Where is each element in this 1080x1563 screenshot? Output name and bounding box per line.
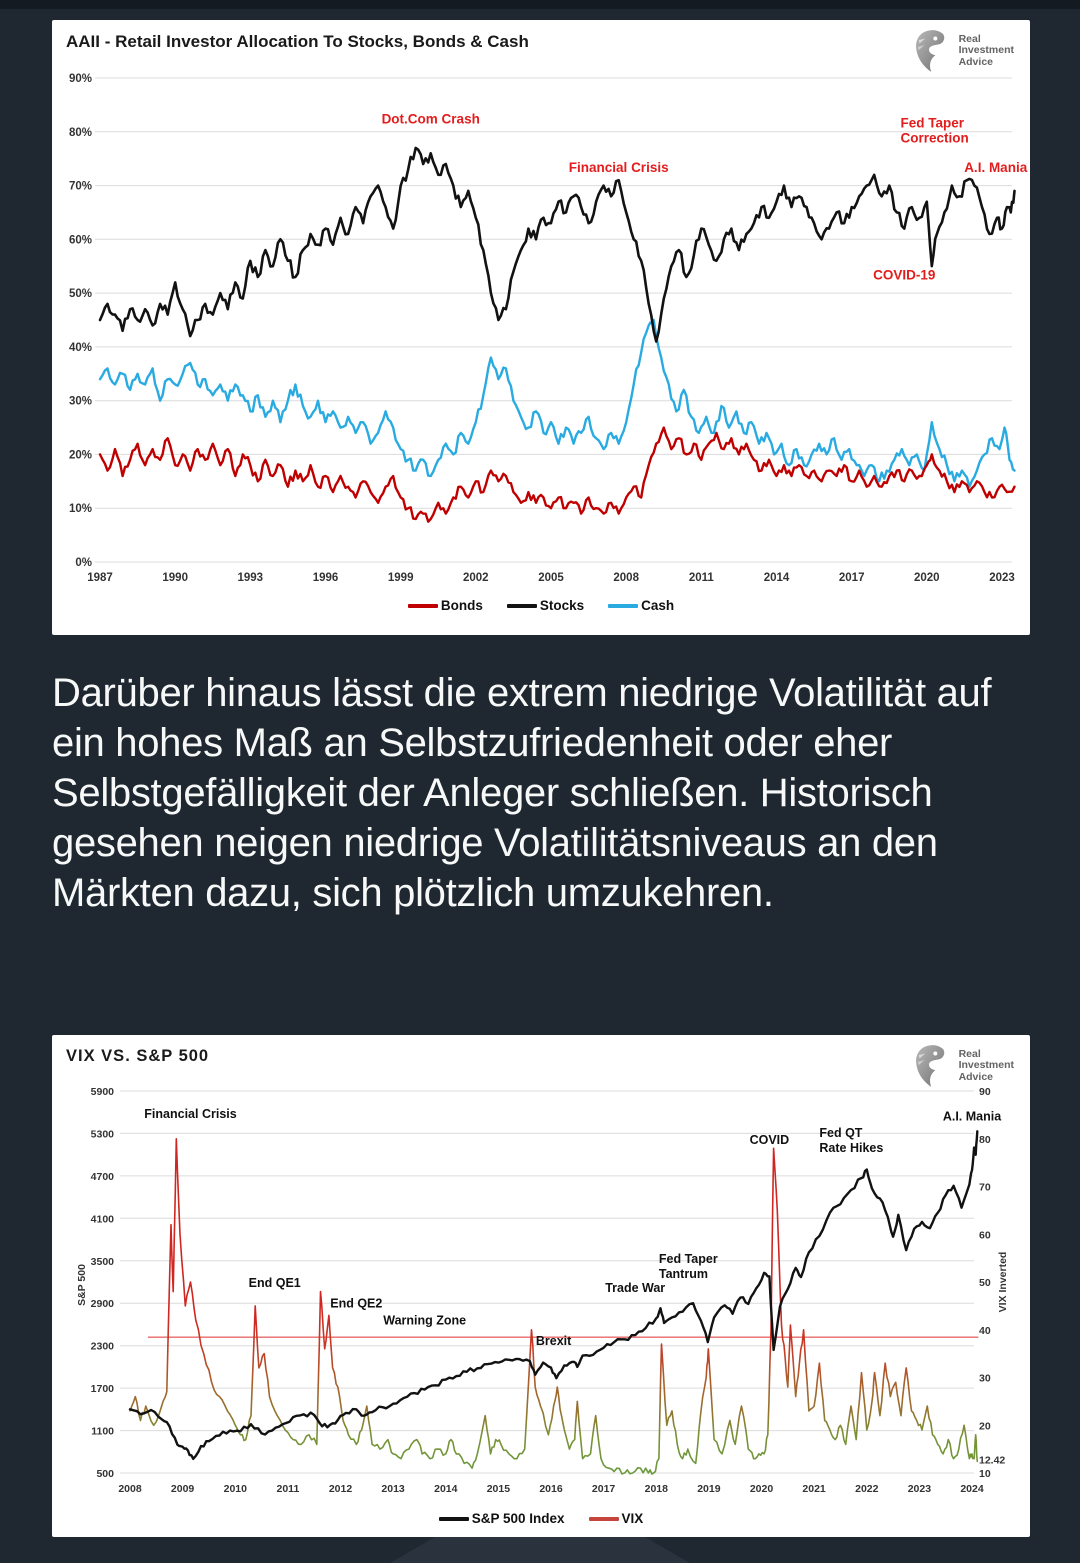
y-tick-label: 30 — [979, 1372, 991, 1385]
aaii-chart-plot — [52, 20, 1030, 635]
legend-label: Stocks — [539, 598, 585, 613]
y-tick-label: 5900 — [90, 1086, 114, 1098]
gridlines — [95, 78, 1012, 562]
legend-dash — [408, 604, 438, 608]
aaii-allocation-chart-card[interactable] — [52, 20, 1030, 635]
legend-dash — [507, 604, 537, 608]
x-tick-label: 2021 — [802, 1483, 826, 1495]
annotation-fed-taper-correction: Fed Taper Correction — [900, 115, 969, 146]
series-line-stocks — [100, 148, 1015, 342]
x-axis-ticks — [87, 572, 1015, 584]
y-tick-label: 50 — [979, 1277, 991, 1289]
annotation-fed-taper-tantrum: Fed Taper Tantrum — [658, 1251, 718, 1281]
y-tick-label: 500 — [96, 1468, 114, 1480]
logo-line-2: Investment — [958, 1059, 1014, 1072]
annotation-covid-19: COVID-19 — [873, 267, 936, 283]
legend-item-bonds — [408, 598, 483, 613]
x-tick-label: 2005 — [538, 572, 564, 584]
x-tick-label: 2014 — [763, 572, 790, 584]
x-tick-label: 2008 — [613, 572, 639, 584]
x-tick-label: 2011 — [276, 1483, 300, 1495]
aaii-legend — [52, 598, 1030, 613]
left-axis-title: S&P 500 — [76, 1264, 88, 1306]
annotation-dot-com-crash: Dot.Com Crash — [381, 111, 480, 127]
y-tick-label: 3500 — [90, 1255, 114, 1268]
x-tick-label: 2018 — [644, 1483, 668, 1495]
x-tick-label: 2020 — [749, 1483, 774, 1495]
ria-logo — [912, 28, 1014, 74]
legend-item-s-p-500-index — [439, 1511, 565, 1526]
y-tick-label: 20 — [979, 1420, 991, 1433]
legend-item-stocks — [507, 598, 584, 613]
chart-title: AAII - Retail Investor Allocation To Stocks, Bonds & Cash — [66, 32, 529, 51]
logo-line-3: Advice — [958, 55, 993, 68]
x-tick-label: 1999 — [387, 572, 414, 584]
y-axis-left-ticks — [69, 73, 92, 569]
x-tick-label: 2008 — [118, 1483, 142, 1495]
y-tick-label: 80% — [68, 126, 92, 139]
ria-logo-icon — [912, 28, 952, 74]
legend-dash — [589, 1517, 619, 1521]
x-tick-label: 2023 — [907, 1483, 932, 1495]
ria-logo-text — [959, 1049, 1014, 1084]
y-tick-label: 5300 — [90, 1128, 114, 1141]
annotation-fed-qt-rate-hikes: Fed QT Rate Hikes — [819, 1126, 884, 1155]
y-tick-label: 4700 — [90, 1170, 114, 1183]
x-tick-label: 2013 — [381, 1483, 405, 1495]
y-tick-label: 40 — [979, 1324, 991, 1337]
y-tick-label: 10% — [68, 503, 92, 516]
annotation-financial-crisis: Financial Crisis — [568, 160, 669, 176]
x-tick-label: 2020 — [914, 572, 940, 584]
series-line-cash — [100, 320, 1015, 487]
y-tick-label: 60 — [979, 1229, 991, 1242]
article-paragraph: Darüber hinaus lässt die extrem niedrige Volatilität auf ein hohes Maß an Selbstzufriedenheit oder eher Selbstgefälligkeit der Anleger schließen. Historisch gesehen neigen niedrige Volatilitätsniveaus an den Märkten dazu, sich plötzlich umzukehren. — [52, 671, 992, 915]
legend-item-vix — [589, 1511, 644, 1526]
ria-logo — [912, 1043, 1014, 1089]
vixspx-legend — [52, 1511, 1030, 1526]
legend-item-cash — [608, 598, 674, 613]
y-tick-label: 80 — [979, 1133, 991, 1146]
x-tick-label: 2023 — [989, 572, 1015, 584]
vixspx-chart-svg — [52, 1035, 1030, 1537]
y-tick-label: 40% — [68, 341, 92, 354]
ria-logo-icon — [912, 1043, 952, 1089]
x-tick-label: 2009 — [170, 1483, 195, 1495]
y-tick-label: 1700 — [90, 1383, 114, 1396]
y-tick-label: 30% — [68, 395, 92, 408]
x-tick-label: 2016 — [539, 1483, 563, 1495]
x-tick-label: 2014 — [434, 1483, 458, 1495]
y-tick-label: 4100 — [90, 1213, 114, 1226]
annotation-end-qe1: End QE1 — [248, 1276, 301, 1290]
vix-sp500-chart-plot — [52, 1035, 1030, 1537]
x-tick-label: 1990 — [162, 572, 188, 584]
y-tick-label: 90 — [979, 1086, 991, 1098]
annotation-warning-zone: Warning Zone — [383, 1313, 467, 1328]
legend-dash — [608, 604, 638, 608]
x-tick-label: 1987 — [87, 572, 113, 584]
legend-label: Cash — [641, 598, 675, 613]
annotation-financial-crisis: Financial Crisis — [144, 1106, 237, 1121]
annotation-a-i-mania: A.I. Mania — [964, 160, 1028, 176]
y-tick-label: 60% — [68, 234, 92, 247]
y-tick-label: 20% — [68, 449, 92, 462]
chart-title: VIX VS. S&P 500 — [66, 1047, 210, 1065]
y-tick-label: 2900 — [90, 1298, 114, 1311]
x-tick-label: 2015 — [486, 1483, 511, 1495]
y-tick-label: 90% — [68, 73, 92, 85]
y-tick-label: 0% — [75, 557, 92, 569]
x-axis-ticks — [118, 1483, 984, 1495]
y-tick-label: 2300 — [90, 1340, 114, 1353]
x-tick-label: 2019 — [697, 1483, 721, 1495]
ria-logo-text — [959, 34, 1014, 69]
x-tick-label: 2024 — [960, 1483, 984, 1495]
x-tick-label: 2011 — [688, 572, 714, 584]
x-tick-label: 1996 — [312, 572, 339, 584]
x-tick-label: 1993 — [237, 572, 264, 584]
logo-line-3: Advice — [958, 1070, 993, 1083]
aaii-chart-svg — [52, 20, 1030, 635]
legend-dash — [439, 1517, 469, 1521]
x-tick-label: 2010 — [223, 1483, 247, 1495]
bottom-sheet-handle[interactable] — [390, 1537, 690, 1563]
x-tick-label: 2022 — [855, 1483, 879, 1495]
y-tick-label: 50% — [68, 288, 92, 301]
annotation-a-i-mania: A.I. Mania — [942, 1109, 1002, 1124]
logo-line-2: Investment — [958, 44, 1014, 57]
x-tick-label: 2017 — [591, 1483, 616, 1495]
annotation-covid: COVID — [749, 1133, 790, 1148]
vix-sp500-chart-card[interactable] — [52, 1035, 1030, 1537]
legend-label: Bonds — [440, 598, 483, 613]
y-tick-label: 1100 — [91, 1425, 114, 1438]
series-line-vix — [130, 1139, 977, 1474]
annotation-brexit: Brexit — [535, 1334, 572, 1348]
legend-label: VIX — [621, 1511, 644, 1526]
y-tick-label: 10 — [979, 1468, 991, 1480]
x-tick-label: 2012 — [328, 1483, 353, 1495]
x-tick-label: 2017 — [838, 572, 865, 584]
vix-current-value-label: 12.42 — [979, 1454, 1006, 1467]
annotation-end-qe2: End QE2 — [330, 1296, 383, 1311]
y-tick-label: 70 — [979, 1181, 991, 1194]
x-tick-label: 2002 — [463, 572, 489, 584]
logo-line-1: Real — [958, 32, 981, 45]
legend-label: S&P 500 Index — [471, 1511, 565, 1526]
y-tick-label: 70% — [68, 180, 92, 193]
y-axis-left-ticks — [91, 1086, 115, 1480]
right-axis-title: VIX Inverted — [997, 1251, 1009, 1313]
annotation-trade-war: Trade War — [605, 1280, 666, 1295]
top-border-strip — [0, 0, 1080, 9]
logo-line-1: Real — [958, 1047, 981, 1060]
